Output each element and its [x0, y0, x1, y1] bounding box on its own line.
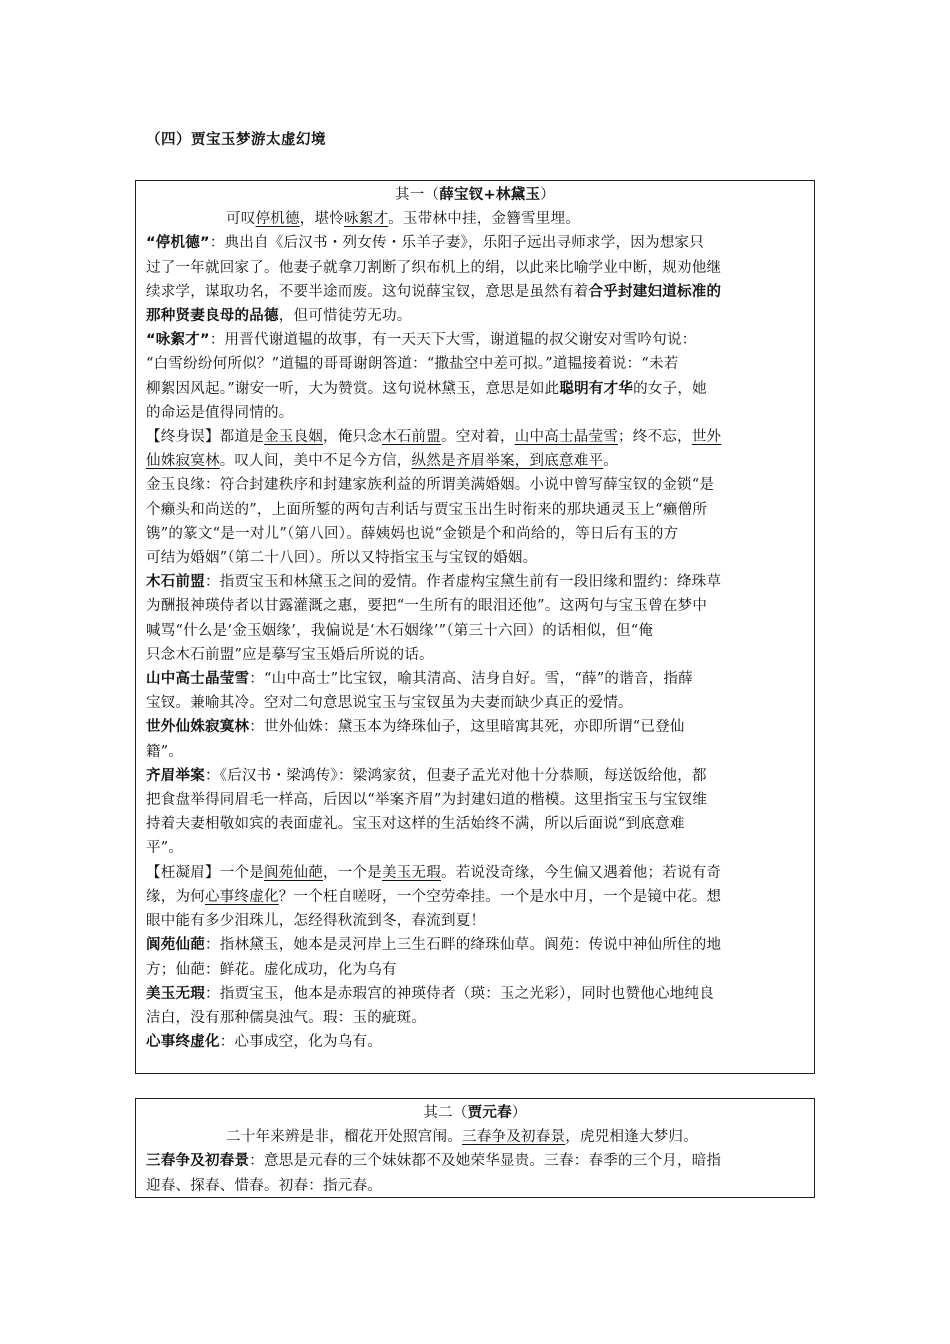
note-term: 心事终虚化: [146, 1034, 220, 1051]
section-2-box: [135, 1098, 815, 1198]
note-jinyu: 金玉良缘：符合封建秩序和封建家族利益的所谓美满婚姻。小说中曾写薛宝钗的金锁“是 个癞头和尚送的”，上面所錾的两句吉利话与贾宝玉出生时衔来的那块通灵玉上“癞僧所 镌”的篆文“是一对儿”（第八回）。薛姨妈也说“金锁是个和尚给的，等日后有玉的方 可结为婚姻”（第二十八回）。所以又特指宝玉与宝钗的婚姻。: [146, 477, 715, 567]
section-1-box: [135, 180, 815, 1074]
note-yongxucai: “咏絮才”：用晋代谢道韫的故事，有一天天下大雪，谢道韫的叔父谢安对雪吟句说： “白雪纷纷何所似？”道韫的哥哥谢朗答道：“撒盐空中差可拟。”道韫接着说：“未若 柳絮因风起。”谢安一听，大为赞赏。这句说林黛玉，意思是如此聪明有才华的女子，她 的命运是值得同情的。: [146, 332, 707, 421]
note-term: “停机德”: [146, 235, 210, 252]
note-mushi: 木石前盟：指贾宝玉和林黛玉之间的爱情。作者虚构宝黛生前有一段旧缘和盟约：绛珠草 为酬报神瑛侍者以甘露灌溉之惠，要把“一生所有的眼泪还他”。这两句与宝玉曾在梦中 喊骂“什么是‘金玉姻缘’，我偏说是‘木石姻缘’”（第三十六回）的话相似，但“俺 只念木石前盟”应是摹写宝玉婚后所说的话。: [146, 574, 722, 663]
note-term: 木石前盟: [146, 574, 205, 591]
note-qimei: 齐眉举案：《后汉书・梁鸿传》：梁鸿家贫，但妻子孟光对他十分恭顺，每送饭给他，都 把食盘举得同眉毛一样高，后因以“举案齐眉”为封建妇道的楷模。这里指宝玉与宝钗维 持着夫妻相敬如宾的表面虚礼。宝玉对这样的生活始终不满，所以后面说“到底意难 平”。: [146, 767, 708, 857]
note-term: 山中高士晶莹雪: [146, 671, 250, 688]
note-term: 三春争及初春景: [146, 1153, 250, 1170]
song-wangningmei: 【枉凝眉】一个是阆苑仙葩，一个是美玉无瑕。若说没奇缘，今生偏又遇着他；若说有奇 缘，为何心事终虚化？一个枉自嗟呀，一个空劳牵挂。一个是水中月，一个是镜中花。想 眼中能有多少泪珠儿，怎经得秋流到冬，春流到夏！: [146, 864, 722, 930]
note-meiyu: 美玉无瑕：指贾宝玉，他本是赤瑕宫的神瑛侍者（瑛：玉之光彩），同时也赞他心地纯良 洁白，没有那种儒臭浊气。瑕：玉的疵斑。: [146, 985, 714, 1026]
note-term: 齐眉举案: [146, 767, 205, 784]
note-langyuan: 阆苑仙葩：指林黛玉，她本是灵河岸上三生石畔的绛珠仙草。阆苑：传说中神仙所住的地 方；仙葩：鲜花。虚化成功，化为乌有: [146, 937, 722, 978]
note-term: 美玉无瑕: [146, 985, 205, 1002]
note-tingjide: “停机德”：典出自《后汉书・列女传・乐羊子妻》，乐阳子远出寻师求学，因为想家只 过了一年就回家了。他妻子就拿刀割断了织布机上的绢，以此来比喻学业中断，规劝他继 续求学，谋取功名，不要半途而废。这句说薛宝钗，意思是虽然有着合乎封建妇道标准的 那种贤妻良母的品德，但可惜徒劳无功。: [146, 235, 722, 325]
song-zhongshenwu: 【终身误】都道是金玉良姻，俺只念木石前盟。空对着，山中高士晶莹雪；终不忘，世外 仙姝寂寞林。叹人间，美中不足今方信，纵然是齐眉举案，到底意难平。: [146, 429, 722, 470]
note-shiwai: 世外仙姝寂寞林：世外仙姝：黛玉本为绛珠仙子，这里暗寓其死，亦即所谓“已登仙 籍”。: [146, 719, 685, 760]
note-term: 阆苑仙葩: [146, 937, 205, 954]
section-2-poem: 二十年来辨是非，榴花开处照宫闱。三春争及初春景，虎兕相逢大梦归。: [226, 1129, 698, 1146]
section-1-poem: 可叹停机德，堪怜咏絮才。玉带林中挂，金簪雪里埋。: [226, 211, 580, 228]
note-term: “咏絮才”: [146, 332, 210, 349]
page-heading: （四）贾宝玉梦游太虚幻境: [146, 132, 326, 148]
section-2-title: 其二（贾元春）: [423, 1105, 527, 1121]
underline-yongxucai: 咏絮才: [344, 211, 389, 228]
note-shanzhong: 山中高士晶莹雪：“山中高士”比宝钗，喻其清高、洁身自好。雪，“薛”的谐音，指薛 宝钗。兼喻其冷。空对二句意思说宝玉与宝钗虽为夫妻而缺少真正的爱情。: [146, 671, 693, 712]
underline-tingjide: 停机德: [255, 211, 300, 228]
note-term: 世外仙姝寂寞林: [146, 719, 250, 736]
note-xinshi: 心事终虚化：心事成空，化为乌有。: [146, 1034, 382, 1051]
section-1-title: 其一（薛宝钗+林黛玉）: [395, 187, 555, 203]
note-sanchun: 三春争及初春景：意思是元春的三个妹妹都不及她荣华显贵。三春：春季的三个月，暗指 迎春、探春、惜春。初春：指元春。: [146, 1153, 722, 1194]
